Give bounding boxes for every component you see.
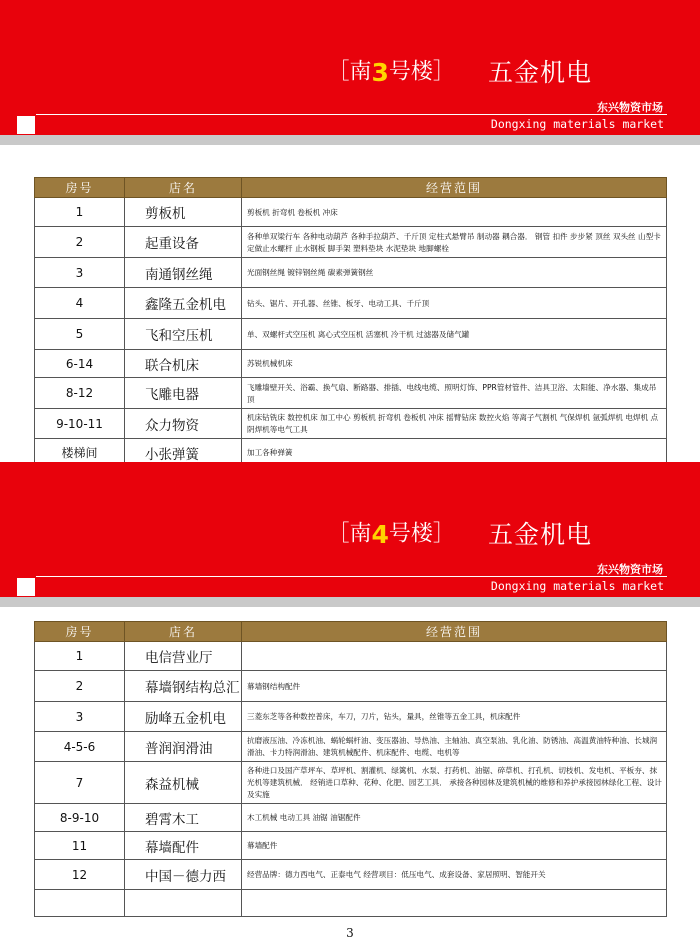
room-number: 8-9-10 bbox=[35, 804, 125, 832]
section-building-s4 bbox=[0, 462, 700, 607]
bracket-open: ［南 bbox=[327, 521, 372, 547]
table-row bbox=[35, 378, 667, 409]
grey-strip bbox=[0, 597, 700, 607]
market-name-cn: 东兴物资市场 bbox=[597, 563, 663, 576]
room-number: 3 bbox=[35, 702, 125, 732]
shop-name: 剪板机 bbox=[125, 198, 242, 227]
bracket-close: 号楼］ bbox=[388, 521, 455, 547]
section-banner bbox=[0, 0, 700, 135]
business-scope: 飞雕墙壁开关、浴霸、换气扇、断路器、排插、电线电缆、照明灯饰、PPR管材管件、洁具卫浴、太阳能、净水器、集成吊顶 bbox=[242, 378, 667, 409]
table-row bbox=[35, 832, 667, 860]
table-row bbox=[35, 350, 667, 378]
room-number: 9-10-11 bbox=[35, 409, 125, 439]
table-row bbox=[35, 860, 667, 890]
table-row bbox=[35, 258, 667, 288]
room-number: 楼梯间 bbox=[35, 439, 125, 467]
shop-table bbox=[34, 177, 667, 467]
room-number: 4-5-6 bbox=[35, 732, 125, 762]
table-row bbox=[35, 890, 667, 917]
business-scope: 木工机械 电动工具 油锯 油锯配件 bbox=[242, 804, 667, 832]
market-name-en: Dongxing materials market bbox=[490, 579, 664, 593]
section-banner bbox=[0, 462, 700, 597]
section-heading bbox=[327, 522, 592, 547]
business-scope: 幕墙钢结构配件 bbox=[242, 671, 667, 702]
business-scope: 经营品牌：德力西电气、正泰电气 经营项目：低压电气、成套设备、家居照明、智能开关 bbox=[242, 860, 667, 890]
bracket-open: ［南 bbox=[327, 59, 372, 85]
header-business: 经营范围 bbox=[242, 178, 667, 198]
table-header-row bbox=[35, 622, 667, 642]
shop-name: 森益机械 bbox=[125, 762, 242, 804]
shop-table bbox=[34, 621, 667, 917]
table-row bbox=[35, 671, 667, 702]
shop-name: 联合机床 bbox=[125, 350, 242, 378]
market-name-en: Dongxing materials market bbox=[490, 117, 664, 131]
shop-name: 小张弹簧 bbox=[125, 439, 242, 467]
building-number: 3 bbox=[371, 58, 389, 87]
shop-name bbox=[125, 890, 242, 917]
room-number: 4 bbox=[35, 288, 125, 319]
business-scope: 加工各种弹簧 bbox=[242, 439, 667, 467]
room-number: 1 bbox=[35, 198, 125, 227]
building-number: 4 bbox=[371, 520, 389, 549]
shop-name: 幕墙钢结构总汇 bbox=[125, 671, 242, 702]
business-scope: 苏锐机械机床 bbox=[242, 350, 667, 378]
business-scope bbox=[242, 890, 667, 917]
divider-line bbox=[36, 114, 667, 115]
room-number: 2 bbox=[35, 671, 125, 702]
room-number: 12 bbox=[35, 860, 125, 890]
category-title: 五金机电 bbox=[487, 520, 592, 549]
shop-name: 碧霄木工 bbox=[125, 804, 242, 832]
header-shop: 店名 bbox=[125, 622, 242, 642]
shop-name: 起重设备 bbox=[125, 227, 242, 258]
corner-square bbox=[17, 116, 35, 134]
shop-name: 电信营业厅 bbox=[125, 642, 242, 671]
header-room: 房号 bbox=[35, 622, 125, 642]
business-scope: 抗磨液压油、冷冻机油、蜗轮蜗杆油、变压器油、导热油、主轴油、真空泵油、乳化油、防锈油、高温黄油特种油、长城润滑油、卡力特润滑油、建筑机械配件、机床配件、电缆、电机等 bbox=[242, 732, 667, 762]
shop-name: 鑫隆五金机电 bbox=[125, 288, 242, 319]
business-scope bbox=[242, 642, 667, 671]
header-business: 经营范围 bbox=[242, 622, 667, 642]
section-heading bbox=[327, 60, 592, 85]
shop-name: 南通钢丝绳 bbox=[125, 258, 242, 288]
room-number: 3 bbox=[35, 258, 125, 288]
bracket-close: 号楼］ bbox=[388, 59, 455, 85]
table-row bbox=[35, 762, 667, 804]
business-scope: 光面钢丝绳 镀锌钢丝绳 碳素弹簧钢丝 bbox=[242, 258, 667, 288]
table-row bbox=[35, 642, 667, 671]
shop-name: 普润润滑油 bbox=[125, 732, 242, 762]
shop-name: 中国－德力西 bbox=[125, 860, 242, 890]
header-room: 房号 bbox=[35, 178, 125, 198]
section-building-s3 bbox=[0, 0, 700, 145]
table-row bbox=[35, 319, 667, 350]
room-number bbox=[35, 890, 125, 917]
business-scope: 各种单双梁行车 各种电动葫芦 各种手拉葫芦、千斤顶 定柱式悬臂吊 制动器 耦合器． 钢管 扣件 步步紧 顶丝 双头丝 山型卡 定做止水螺杆 止水钢板 脚手架 塑料垫块 水泥垫块 地脚螺栓 bbox=[242, 227, 667, 258]
room-number: 7 bbox=[35, 762, 125, 804]
table-row bbox=[35, 227, 667, 258]
room-number: 1 bbox=[35, 642, 125, 671]
business-scope: 机床钻铣床 数控机床 加工中心 剪板机 折弯机 卷板机 冲床 摇臂钻床 数控火焰 等离子气割机 气保焊机 氩弧焊机 电焊机 点阴焊机等电气工具 bbox=[242, 409, 667, 439]
business-scope: 钻头、锯片、开孔器、丝锥、板牙、电动工具、千斤顶 bbox=[242, 288, 667, 319]
grey-strip bbox=[0, 135, 700, 145]
header-shop: 店名 bbox=[125, 178, 242, 198]
shop-name: 幕墙配件 bbox=[125, 832, 242, 860]
market-name-cn: 东兴物资市场 bbox=[597, 101, 663, 114]
table-row bbox=[35, 732, 667, 762]
divider-line bbox=[36, 576, 667, 577]
room-number: 6-14 bbox=[35, 350, 125, 378]
table-row bbox=[35, 409, 667, 439]
business-scope: 单、双螺杆式空压机 离心式空压机 活塞机 冷干机 过滤器及储气罐 bbox=[242, 319, 667, 350]
shop-name: 励峰五金机电 bbox=[125, 702, 242, 732]
shop-name: 飞和空压机 bbox=[125, 319, 242, 350]
shop-name: 飞雕电器 bbox=[125, 378, 242, 409]
table-header-row bbox=[35, 178, 667, 198]
room-number: 8-12 bbox=[35, 378, 125, 409]
corner-square bbox=[17, 578, 35, 596]
room-number: 11 bbox=[35, 832, 125, 860]
table-row bbox=[35, 702, 667, 732]
table-row bbox=[35, 288, 667, 319]
category-title: 五金机电 bbox=[487, 58, 592, 87]
business-scope: 各种进口及国产草坪车、草坪机、割灌机、绿篱机、水泵、打药机、油锯、碎草机、打孔机、切枝机、发电机、平板夯、抹光机等建筑机械． 经销进口草种、花种、化肥、园艺工具． 承接各种园林及建筑机械的维修和养护承接园林绿化工程、设计及实施 bbox=[242, 762, 667, 804]
room-number: 2 bbox=[35, 227, 125, 258]
business-scope: 幕墙配件 bbox=[242, 832, 667, 860]
business-scope: 剪板机 折弯机 卷板机 冲床 bbox=[242, 198, 667, 227]
business-scope: 三菱东芝等各种数控普床，车刀，刀片，钻头，量具，丝锥等五金工具，机床配件 bbox=[242, 702, 667, 732]
room-number: 5 bbox=[35, 319, 125, 350]
table-row bbox=[35, 804, 667, 832]
page-number: 3 bbox=[346, 926, 354, 940]
shop-name: 众力物资 bbox=[125, 409, 242, 439]
table-row bbox=[35, 198, 667, 227]
